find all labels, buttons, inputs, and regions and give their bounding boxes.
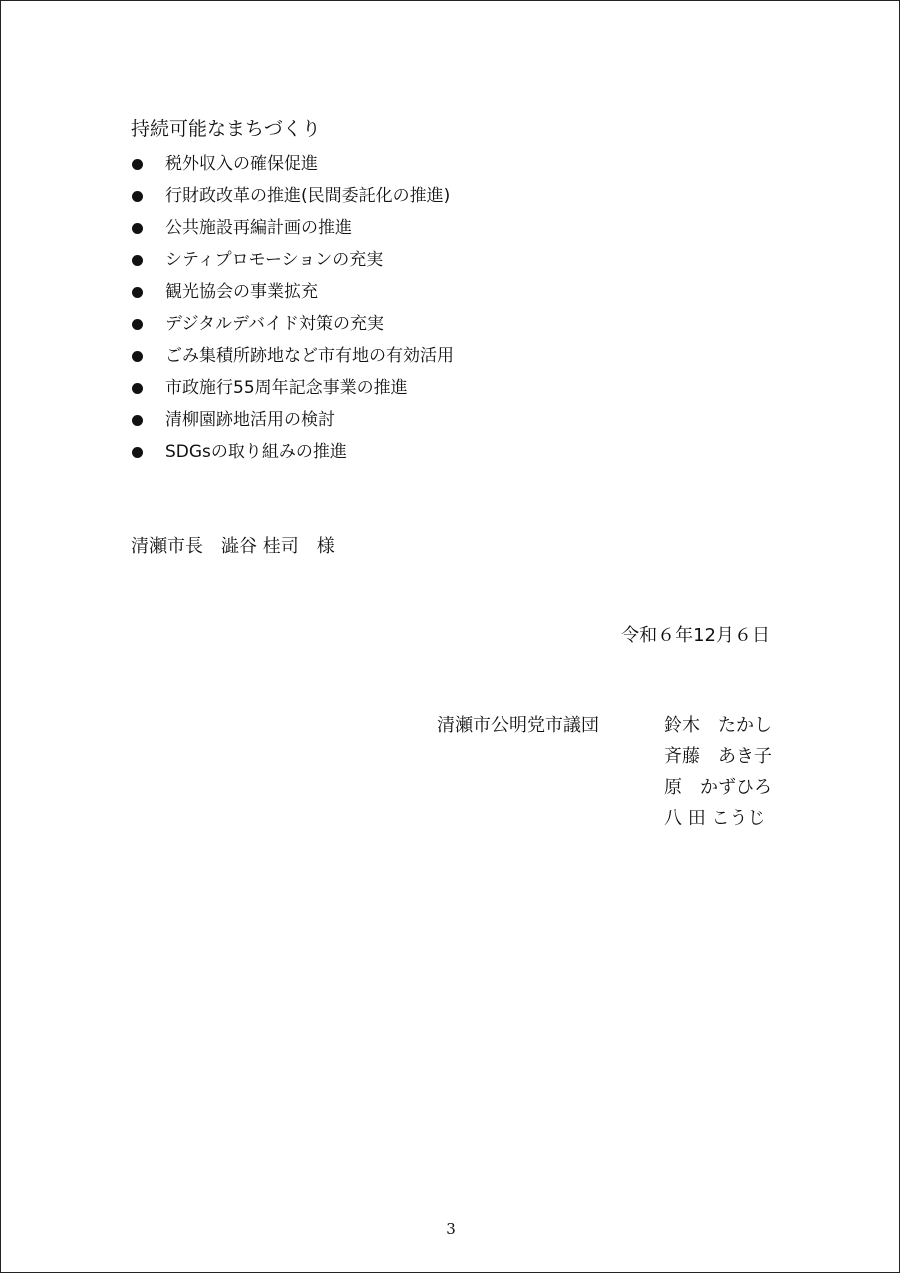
list-item: [131, 276, 454, 308]
list-item-text: 観光協会の事業拡充: [165, 282, 318, 302]
signature-block: [437, 713, 777, 843]
bullet-icon: [132, 447, 143, 458]
list-item-text: 税外収入の確保促進: [165, 154, 318, 174]
list-item-text: SDGsの取り組みの推進: [165, 442, 347, 462]
list-item-text: 公共施設再編計画の推進: [165, 218, 352, 238]
bullet-icon: [132, 191, 143, 202]
policy-list: [131, 148, 454, 468]
section-heading: 持続可能なまちづくり: [131, 118, 321, 140]
list-item-text: 行財政改革の推進(民間委託化の推進): [165, 186, 451, 206]
list-item-text: デジタルデバイド対策の充実: [165, 314, 384, 334]
addressee: 清瀬市長 澁谷 桂司 様: [131, 536, 335, 557]
bullet-icon: [132, 319, 143, 330]
member-name: 斉藤 あき子: [664, 746, 772, 767]
list-item-text: シティプロモーションの充実: [165, 250, 384, 270]
member-name: 鈴木 たかし: [664, 715, 772, 736]
list-item: [131, 244, 454, 276]
member-list: [664, 713, 772, 837]
bullet-icon: [132, 383, 143, 394]
list-item: [131, 404, 454, 436]
list-item: [131, 148, 454, 180]
list-item: [131, 436, 454, 468]
member-name: 八 田 こうじ: [664, 808, 766, 829]
bullet-icon: [132, 287, 143, 298]
member-name: 原 かずひろ: [664, 777, 772, 798]
bullet-icon: [132, 223, 143, 234]
list-item: [131, 372, 454, 404]
party-name: 清瀬市公明党市議団: [437, 715, 599, 736]
list-item: [131, 308, 454, 340]
document-date: 令和６年12月６日: [621, 625, 770, 646]
list-item: [131, 340, 454, 372]
list-item: [131, 180, 454, 212]
list-item-text: 市政施行55周年記念事業の推進: [165, 378, 408, 398]
bullet-icon: [132, 255, 143, 266]
list-item-text: 清柳園跡地活用の検討: [165, 410, 335, 430]
page-number: 3: [446, 1220, 456, 1238]
bullet-icon: [132, 159, 143, 170]
list-item-text: ごみ集積所跡地など市有地の有効活用: [165, 346, 454, 366]
list-item: [131, 212, 454, 244]
bullet-icon: [132, 351, 143, 362]
bullet-icon: [132, 415, 143, 426]
